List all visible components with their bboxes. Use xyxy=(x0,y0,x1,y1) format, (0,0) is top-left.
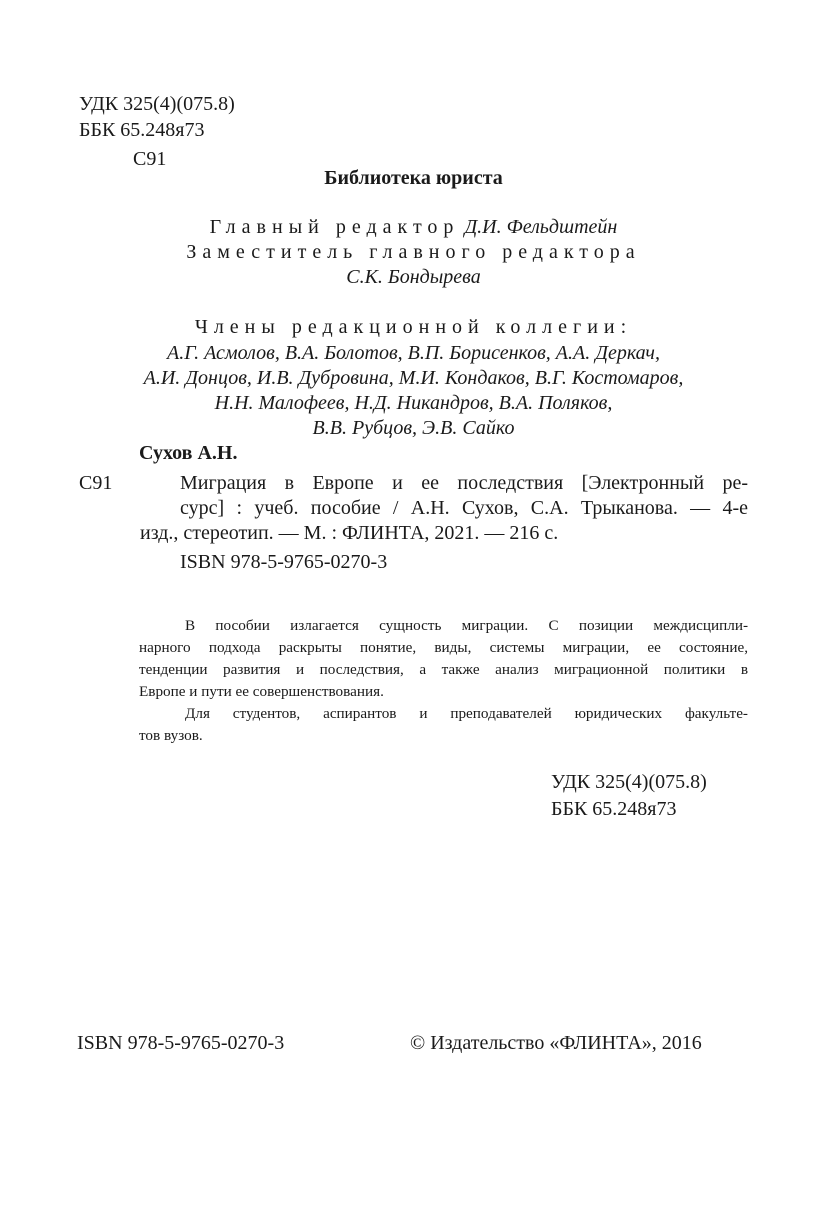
board-members-line: В.В. Рубцов, Э.В. Сайко xyxy=(312,417,515,439)
udk-index-bottom: УДК 325(4)(075.8) xyxy=(551,771,707,793)
deputy-editor-label: Заместитель главного редактора xyxy=(186,241,641,263)
record-description-line: сурс] : учеб. пособие / А.Н. Сухов, С.А. Трыканова. — 4-е xyxy=(180,497,748,519)
author-sign: С91 xyxy=(133,148,167,170)
deputy-editor-name: С.К. Бондырева xyxy=(346,266,481,288)
record-description xyxy=(180,471,748,521)
record-description-line: изд., стереотип. — М. : ФЛИНТА, 2021. — 216 с. xyxy=(140,522,559,544)
copyright: © Издательство «ФЛИНТА», 2016 xyxy=(410,1032,702,1054)
udk-index: УДК 325(4)(075.8) xyxy=(79,93,235,115)
board-label: Члены редакционной коллегии: xyxy=(194,316,633,338)
board-members-line: А.И. Донцов, И.В. Дубровина, М.И. Кондаков, В.Г. Костомаров, xyxy=(143,367,684,389)
annotation xyxy=(139,615,748,747)
annotation-line: нарного подхода раскрыты понятие, виды, системы миграции, ее состояние, xyxy=(139,639,748,656)
annotation-line: тенденции развития и последствия, а также анализ миграционной политики в xyxy=(139,661,748,678)
annotation-line: Европе и пути ее совершенствования. xyxy=(139,683,384,700)
annotation-paragraph xyxy=(139,703,748,747)
chief-editor-name: Д.И. Фельдштейн xyxy=(464,216,618,238)
annotation-line: тов вузов. xyxy=(139,727,203,744)
chief-editor-line xyxy=(0,215,827,240)
series-title: Библиотека юриста xyxy=(324,167,503,189)
annotation-line: В пособии излагается сущность миграции. С позиции междисципли- xyxy=(185,617,748,634)
bbk-index: ББК 65.248я73 xyxy=(79,119,205,141)
footer-isbn: ISBN 978-5-9765-0270-3 xyxy=(77,1032,285,1054)
record-isbn: ISBN 978-5-9765-0270-3 xyxy=(180,551,388,573)
record-sign: С91 xyxy=(79,472,113,494)
annotation-line: Для студентов, аспирантов и преподавателей юридических факульте- xyxy=(185,705,748,722)
board-members-line: Н.Н. Малофеев, Н.Д. Никандров, В.А. Поляков, xyxy=(214,392,613,414)
bbk-index-bottom: ББК 65.248я73 xyxy=(551,798,677,820)
record-description-line: Миграция в Европе и ее последствия [Электронный ре- xyxy=(180,472,748,494)
record-author-heading: Сухов А.Н. xyxy=(139,442,238,464)
annotation-paragraph xyxy=(139,615,748,703)
chief-editor-label: Главный редактор xyxy=(209,216,460,238)
board-members-line: А.Г. Асмолов, В.А. Болотов, В.П. Борисенков, А.А. Деркач, xyxy=(167,342,660,364)
